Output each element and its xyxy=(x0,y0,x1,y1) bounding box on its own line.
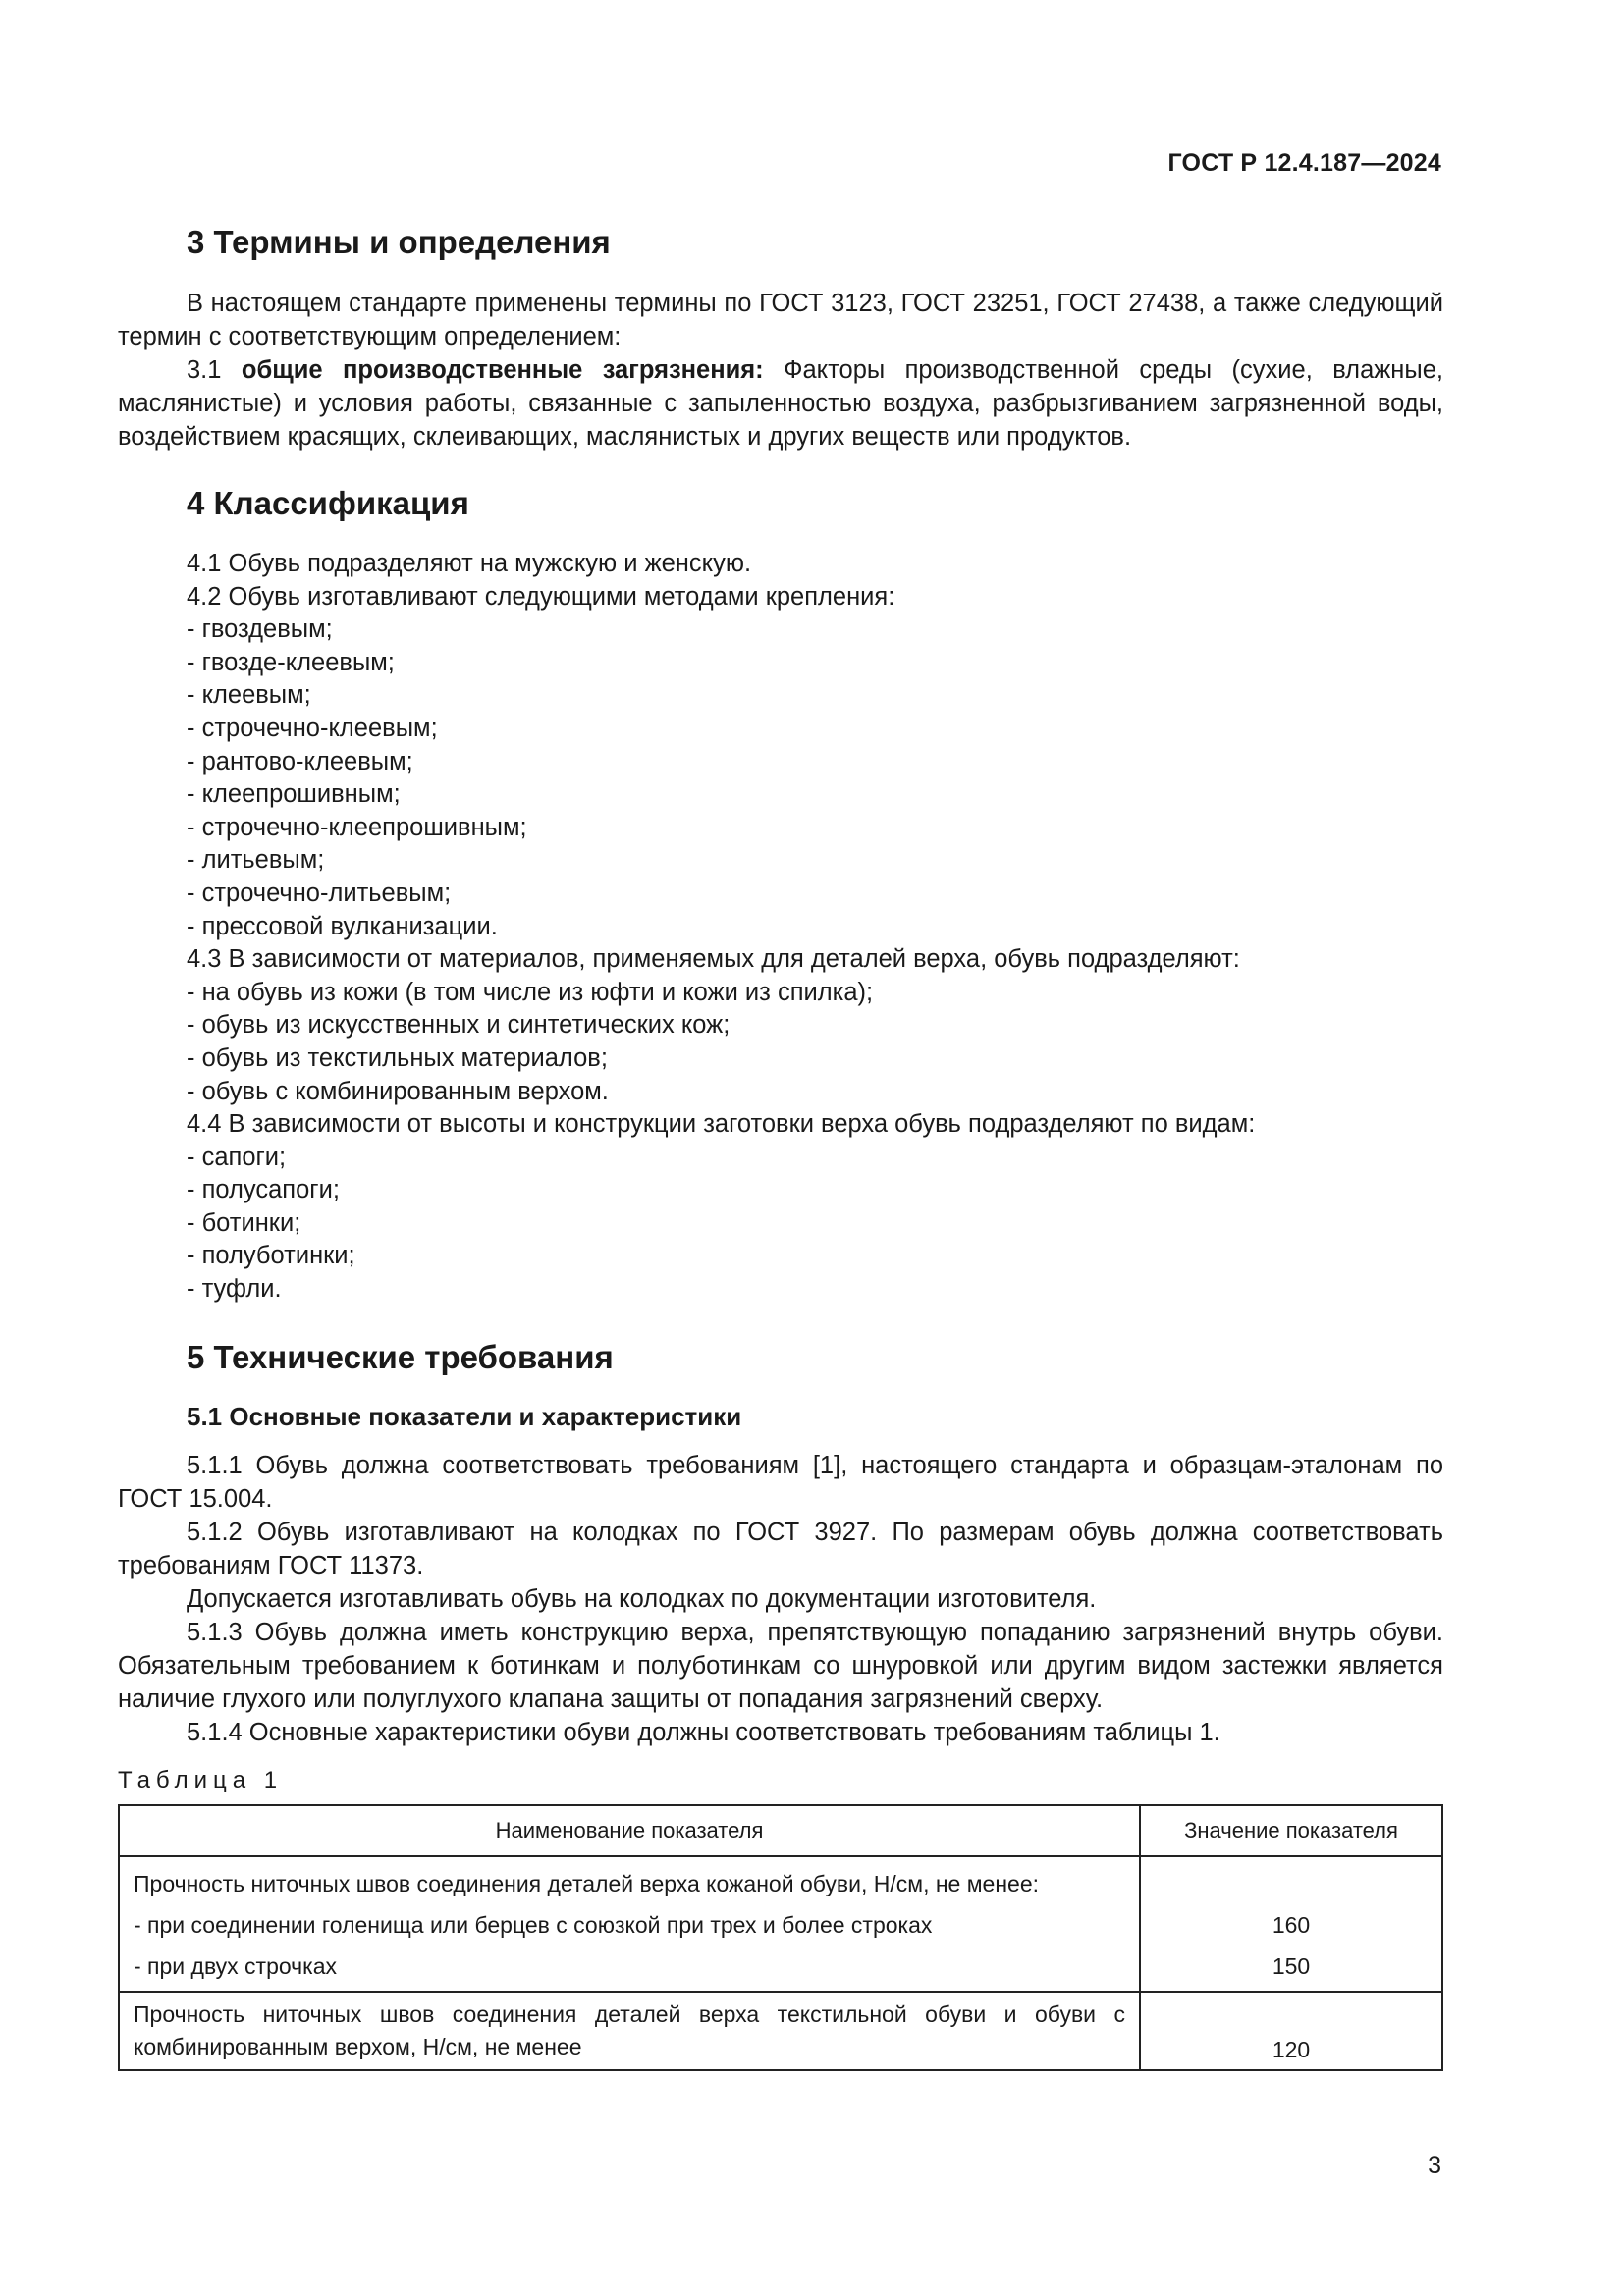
list-item: - строчечно-клеепрошивным; xyxy=(187,813,527,841)
page-number: 3 xyxy=(1428,2152,1441,2179)
list-item: - полуботинки; xyxy=(187,1242,355,1270)
list-item: 4.1 Обувь подразделяют на мужскую и женскую. xyxy=(187,550,752,577)
list-item: 4.2 Обувь изготавливают следующими методами крепления: xyxy=(187,582,895,611)
list-item: 4.4 В зависимости от высоты и конструкции заготовки верха обувь подразделяют по видам: xyxy=(187,1110,1256,1139)
list-item: - клеевым; xyxy=(187,681,311,710)
row-1-sub-1-value: 160 xyxy=(1272,1912,1311,1938)
list-item: - полусапоги; xyxy=(187,1176,340,1204)
paragraph-5-1-4: 5.1.4 Основные характеристики обуви должны соответствовать требованиям таблицы 1. xyxy=(187,1719,1220,1746)
paragraph-5-1-1: 5.1.1 Обувь должна соответствовать требованиям [1], настоящего стандарта и образцам-эталонам по ГОСТ 15.004. xyxy=(118,1452,1443,1513)
col-header-value: Значение показателя xyxy=(1140,1805,1442,1856)
doc-code: ГОСТ Р 12.4.187—2024 xyxy=(1167,149,1441,177)
list-item: - гвозде-клеевым; xyxy=(187,648,395,676)
list-item: - клеепрошивным; xyxy=(187,780,401,809)
list-item: - литьевым; xyxy=(187,846,325,875)
section-5-title: 5 Технические требования xyxy=(187,1339,614,1375)
section-5-1-title: 5.1 Основные показатели и характеристики xyxy=(187,1402,742,1431)
list-item: - строчечно-клеевым; xyxy=(187,714,438,742)
spec-table xyxy=(118,1804,1443,2071)
definition-number: 3.1 xyxy=(187,356,222,384)
row-1-sub-1: - при соединении голенища или берцев с союзкой при трех и более строках xyxy=(134,1912,933,1938)
section-4-list xyxy=(187,548,1255,1307)
section-3-intro: В настоящем стандарте применены термины по ГОСТ 3123, ГОСТ 23251, ГОСТ 27438, а также следующий термин с соответствующим определением: xyxy=(118,290,1443,350)
section-4-title: 4 Классификация xyxy=(187,485,469,521)
paragraph-5-1-3: 5.1.3 Обувь должна иметь конструкцию верха, препятствующую попаданию загрязнений внутрь обуви. Обязательным требованием к ботинкам и полуботинкам со шнуровкой или другим видом застежки является наличие глухого или полуглухого клапана защиты от попадания загрязнений сверху. xyxy=(118,1619,1443,1713)
definition-text: Факторы производственной среды (сухие, влажные, маслянистые) и условия работы, связанные с запыленностью воздуха, разбрызгиванием загрязненной воды, воздействием красящих, склеивающих, маслянистых и других веществ или продуктов. xyxy=(118,356,1443,451)
row-1-sub-2: - при двух строчках xyxy=(134,1953,338,1979)
row-2-title: Прочность ниточных швов соединения деталей верха текстильной обуви и обуви с комбинированным верхом, Н/см, не менее xyxy=(134,2002,1125,2059)
row-1-sub-2-value: 150 xyxy=(1272,1953,1311,1979)
list-item: - прессовой вулканизации. xyxy=(187,912,498,940)
section-3-definition xyxy=(118,353,1443,454)
paragraph-5-1-2: 5.1.2 Обувь изготавливают на колодках по ГОСТ 3927. По размерам обувь должна соответствовать требованиям ГОСТ 11373. xyxy=(118,1519,1443,1579)
list-item: - обувь из текстильных материалов; xyxy=(187,1043,608,1072)
table-header-row xyxy=(119,1805,1442,1856)
definition-term: общие производственные загрязнения: xyxy=(241,356,764,384)
list-item: - на обувь из кожи (в том числе из юфти и кожи из спилка); xyxy=(187,978,874,1006)
section-3-title: 3 Термины и определения xyxy=(187,224,611,260)
list-item: - рантово-клеевым; xyxy=(187,747,413,775)
table-row xyxy=(119,1856,1442,1992)
list-item: 4.3 В зависимости от материалов, применяемых для деталей верха, обувь подразделяют: xyxy=(187,945,1240,974)
table-row xyxy=(119,1992,1442,2070)
list-item: - ботинки; xyxy=(187,1208,301,1237)
paragraph-permission: Допускается изготавливать обувь на колодках по документации изготовителя. xyxy=(187,1585,1097,1613)
row-2-value: 120 xyxy=(1272,2037,1311,2062)
list-item: - обувь с комбинированным верхом. xyxy=(187,1077,609,1105)
list-item: - туфли. xyxy=(187,1275,282,1304)
list-item: - строчечно-литьевым; xyxy=(187,879,452,907)
list-item: - обувь из искусственных и синтетических кож; xyxy=(187,1011,731,1040)
list-item: - сапоги; xyxy=(187,1143,287,1171)
list-item: - гвоздевым; xyxy=(187,615,333,644)
table-caption: Таблица 1 xyxy=(118,1767,284,1793)
col-header-name: Наименование показателя xyxy=(119,1805,1140,1856)
row-1-title: Прочность ниточных швов соединения деталей верха кожаной обуви, Н/см, не менее: xyxy=(134,1871,1040,1896)
